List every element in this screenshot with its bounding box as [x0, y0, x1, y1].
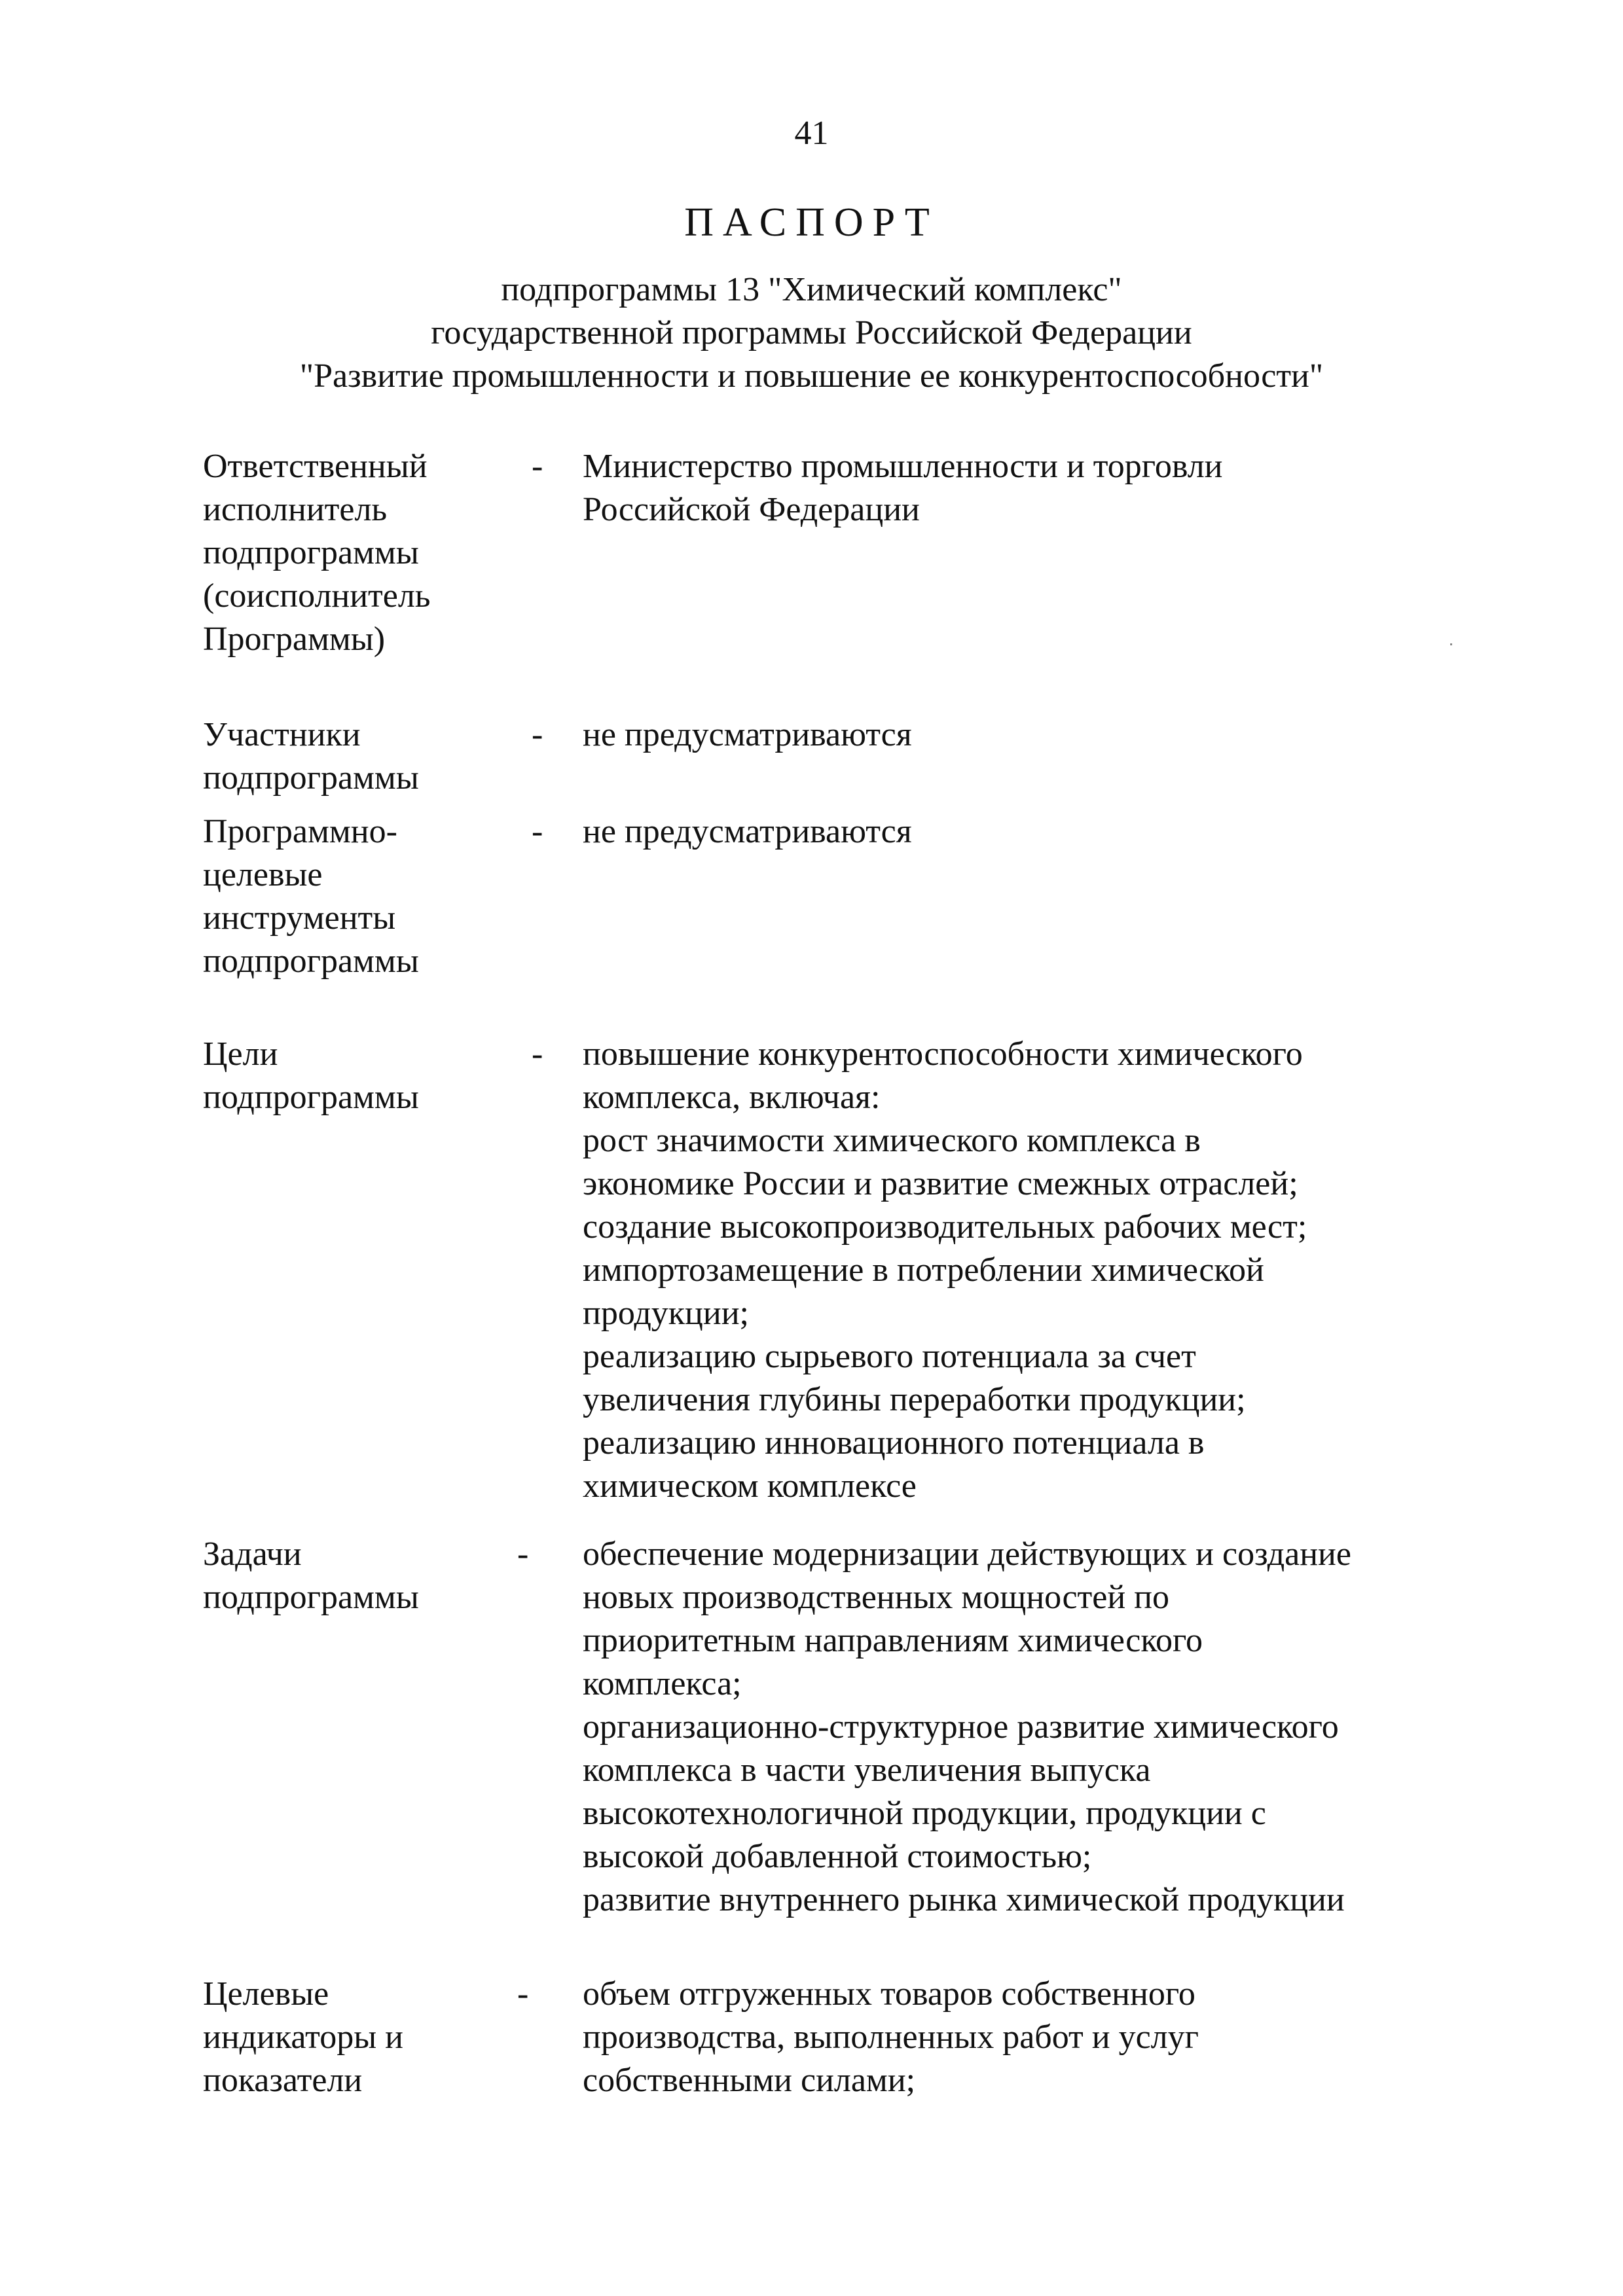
row-dash: -	[517, 1535, 529, 1573]
row-value-line: увеличения глубины переработки продукции;	[583, 1381, 1246, 1418]
row-label-line: подпрограммы	[203, 1579, 419, 1616]
row-value-line: собственными силами;	[583, 2062, 916, 2099]
row-value-line: производства, выполненных работ и услуг	[583, 2018, 1199, 2056]
row-value-line: химическом комплексе	[583, 1467, 917, 1505]
row-value	[583, 1973, 1525, 2102]
row-label	[203, 810, 517, 983]
row-value-line: объем отгруженных товаров собственного	[583, 1975, 1195, 2013]
row-value-line: повышение конкурентоспособности химического	[583, 1035, 1303, 1073]
row-label-line: Программно-	[203, 813, 397, 850]
row-label	[203, 1533, 517, 1619]
row-value-line: новых производственных мощностей по	[583, 1579, 1170, 1616]
scan-speck	[1450, 643, 1452, 645]
row-value-line: экономике России и развитие смежных отраслей;	[583, 1165, 1298, 1202]
row-label-line: Цели	[203, 1035, 278, 1073]
row-dash: -	[532, 813, 543, 850]
row-label	[203, 713, 517, 800]
row-value-line: комплекса;	[583, 1665, 742, 1702]
row-value-line: создание высокопроизводительных рабочих мест;	[583, 1208, 1307, 1246]
row-label	[203, 445, 517, 661]
subtitle-line: государственной программы Российской Федерации	[431, 314, 1192, 351]
row-value-line: рост значимости химического комплекса в	[583, 1122, 1201, 1159]
row-label-line: Целевые	[203, 1975, 329, 2013]
row-value-line: комплекса в части увеличения выпуска	[583, 1751, 1151, 1789]
row-label-line: (соисполнитель	[203, 577, 431, 615]
row-label-line: подпрограммы	[203, 942, 419, 980]
subtitle-line: "Развитие промышленности и повышение ее конкурентоспособности"	[299, 357, 1324, 395]
row-value-line: организационно-структурное развитие химического	[583, 1708, 1339, 1746]
row-dash: -	[532, 716, 543, 753]
row-value-line: импортозамещение в потреблении химической	[583, 1251, 1264, 1289]
row-value-line: комплекса, включая:	[583, 1079, 881, 1116]
row-value	[583, 445, 1525, 531]
row-label-line: исполнитель	[203, 491, 388, 528]
row-value-line: продукции;	[583, 1295, 749, 1332]
row-label-line: подпрограммы	[203, 534, 419, 571]
row-value	[583, 1533, 1525, 1922]
document-title: ПАСПОРТ	[684, 200, 939, 245]
row-label-line: инструменты	[203, 899, 396, 937]
row-label-line: показатели	[203, 2062, 363, 2099]
subtitle-line: подпрограммы 13 "Химический комплекс"	[501, 271, 1122, 308]
row-label	[203, 1973, 517, 2102]
row-value	[583, 810, 1525, 853]
row-value-line: развитие внутреннего рынка химической продукции	[583, 1881, 1345, 1918]
row-dash: -	[532, 448, 543, 485]
page-number: 41	[794, 115, 829, 152]
row-value-line: высокой добавленной стоимостью;	[583, 1838, 1092, 1875]
row-label-line: Программы)	[203, 620, 386, 658]
row-label-line: подпрограммы	[203, 1079, 419, 1116]
row-value-line: Министерство промышленности и торговли	[583, 448, 1223, 485]
row-label-line: Участники	[203, 716, 361, 753]
row-value-line: Российской Федерации	[583, 491, 920, 528]
row-dash: -	[532, 1035, 543, 1073]
row-value	[583, 1033, 1525, 1508]
row-label-line: индикаторы и	[203, 2018, 403, 2056]
row-value-line: не предусматриваются	[583, 716, 912, 753]
row-label-line: Ответственный	[203, 448, 428, 485]
row-value-line: обеспечение модернизации действующих и создание	[583, 1535, 1351, 1573]
row-value-line: высокотехнологичной продукции, продукции с	[583, 1795, 1266, 1832]
row-value-line: не предусматриваются	[583, 813, 912, 850]
row-value-line: приоритетным направлениям химического	[583, 1622, 1203, 1659]
document-subtitle	[0, 268, 1623, 398]
row-value-line: реализацию инновационного потенциала в	[583, 1424, 1205, 1462]
row-label-line: целевые	[203, 856, 323, 893]
row-label-line: подпрограммы	[203, 759, 419, 797]
row-value	[583, 713, 1525, 757]
row-dash: -	[517, 1975, 529, 2013]
row-label-line: Задачи	[203, 1535, 302, 1573]
row-label	[203, 1033, 517, 1119]
row-value-line: реализацию сырьевого потенциала за счет	[583, 1338, 1196, 1375]
